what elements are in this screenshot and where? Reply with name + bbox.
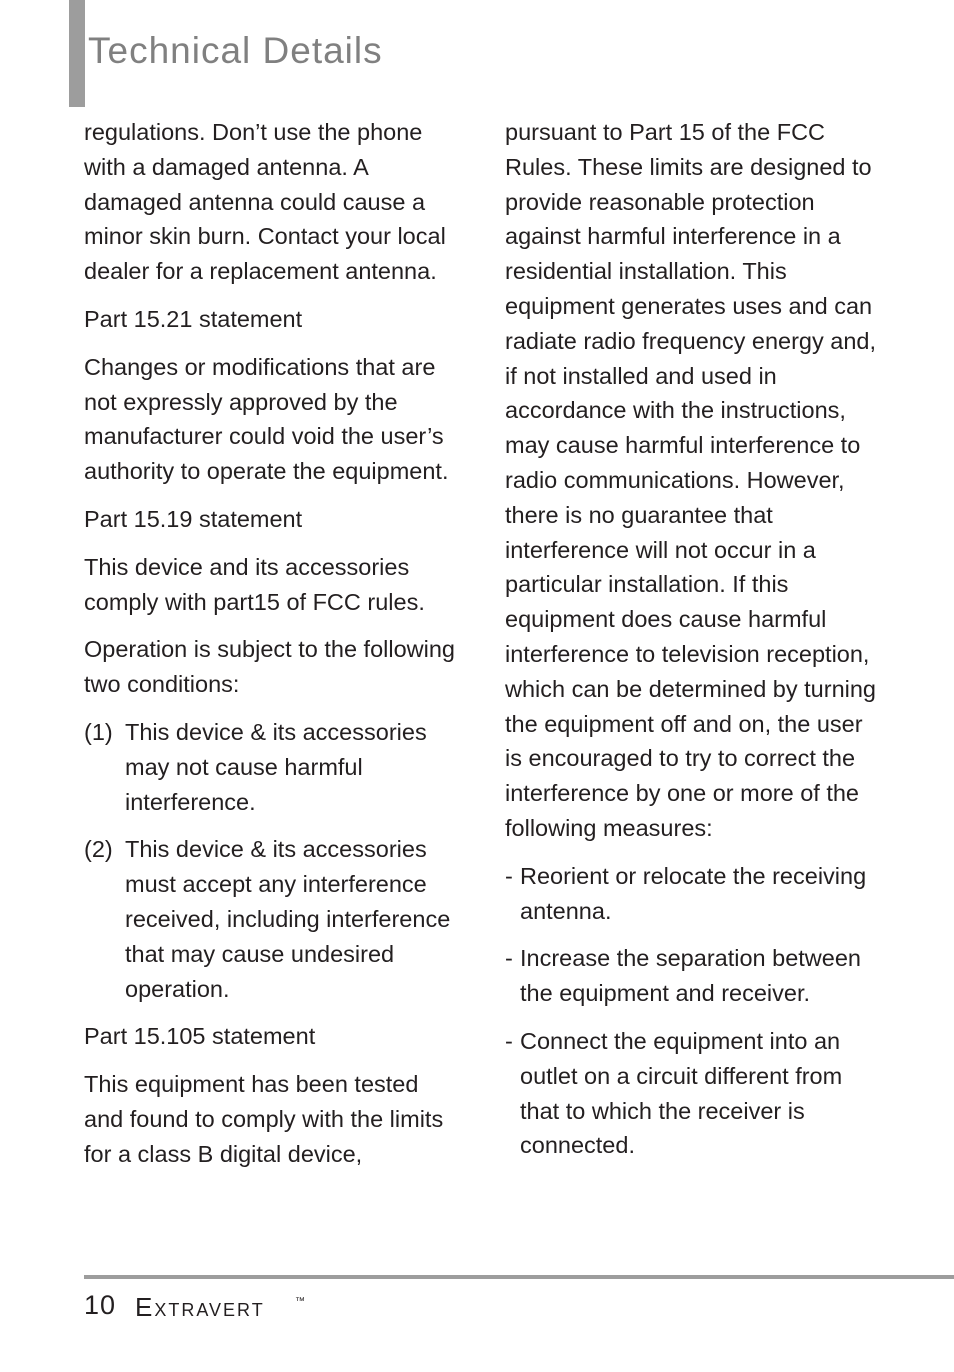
section-heading-15-21: Part 15.21 statement (84, 305, 303, 332)
section-heading-15-19: Part 15.19 statement (84, 505, 303, 532)
bullet-dash: - (505, 945, 513, 972)
measure-item (505, 859, 885, 929)
condition-item (84, 715, 459, 819)
measure-text: Reorient or relocate the receiving antenna. (520, 862, 867, 924)
section-body-15-105: This equipment has been tested and found to comply with the limits for a class B digital device, (84, 1071, 444, 1167)
condition-item (84, 832, 459, 1006)
conditions-intro: Operation is subject to the following two conditions: (84, 636, 455, 698)
condition-number: (1) (84, 718, 113, 745)
right-column (505, 115, 885, 1176)
section-body-15-19: This device and its accessories comply with part15 of FCC rules. (84, 553, 425, 615)
bullet-dash: - (505, 862, 513, 889)
trademark-symbol: ™ (295, 1296, 305, 1307)
condition-number: (2) (84, 836, 113, 863)
condition-text: This device & its accessories must accept any interference received, including interference that may cause undesired operation. (125, 836, 451, 1002)
measure-text: Connect the equipment into an outlet on a circuit different from that to which the receiver is connected. (520, 1027, 843, 1159)
section-heading-15-105: Part 15.105 statement (84, 1023, 316, 1050)
intro-paragraph: regulations. Don’t use the phone with a damaged antenna. A damaged antenna could cause a minor skin burn. Contact your local dealer for a replacement antenna. (84, 119, 446, 285)
left-column (84, 115, 459, 1185)
page-number: 10 (84, 1290, 117, 1320)
section-body-15-21: Changes or modifications that are not expressly approved by the manufacturer could void the user’s authority to operate the equipment. (84, 353, 449, 485)
measure-text: Increase the separation between the equipment and receiver. (520, 945, 861, 1007)
page-title: Technical Details (88, 30, 383, 71)
footer-divider (84, 1275, 954, 1279)
title-accent-bar (69, 0, 85, 107)
measure-item (505, 1024, 885, 1163)
brand-name: Extravert (135, 1292, 265, 1322)
condition-text: This device & its accessories may not cause harmful interference. (125, 718, 427, 815)
continuation-paragraph: pursuant to Part 15 of the FCC Rules. These limits are designed to provide reasonable protection against harmful interference in a residential installation. This equipment generates uses and can radiate radio frequency energy and, if not installed and used in accordance with the instructions, may cause harmful interference to radio communications. However, there is no guarantee that interference will not occur in a particular installation. If this equipment does cause harmful interference to television reception, which can be determined by turning the equipment off and on, the user is encouraged to try to correct the interference by one or more of the following measures: (505, 119, 877, 841)
bullet-dash: - (505, 1027, 513, 1054)
measure-item (505, 941, 885, 1011)
